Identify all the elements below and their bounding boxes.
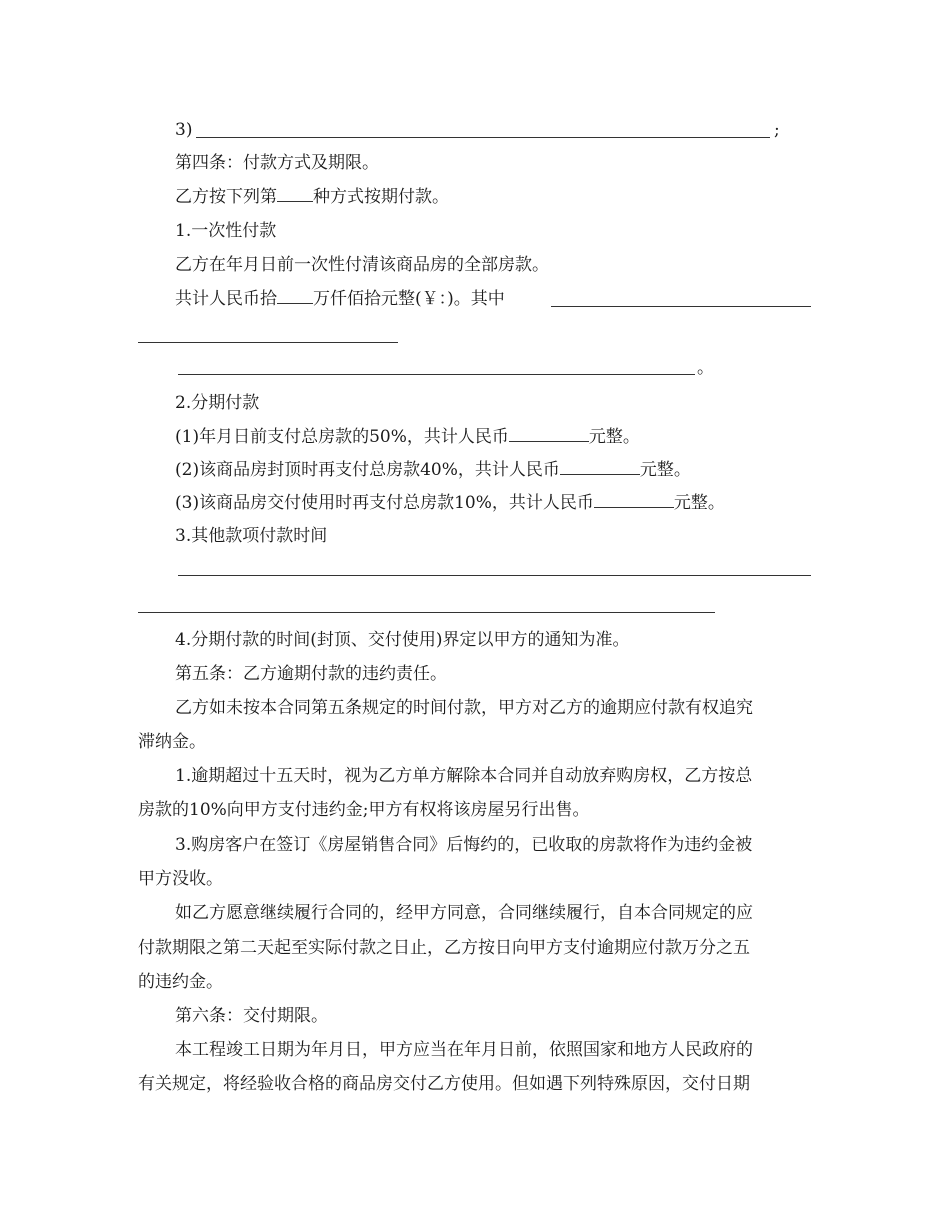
option3-blank-1: [178, 575, 811, 576]
paragraph-4-line-1: 如乙方愿意继续履行合同的，经甲方同意，合同继续履行，自本合同规定的应: [175, 903, 753, 923]
item3-line: [175, 118, 192, 142]
paragraph-2-line-2: 房款的10%向甲方支付违约金;甲方有权将该房屋另行出售。: [138, 800, 590, 820]
installment-3-blank: [594, 491, 674, 508]
paragraph-1-line-2: 滞纳金。: [138, 732, 206, 752]
installment-1-text-b: 元整。: [588, 427, 640, 447]
installment-3-text-a: (3)该商品房交付使用时再支付总房款10%，共计人民币: [175, 493, 594, 513]
item3-blank: [196, 137, 770, 138]
option1-title: 1.一次性付款: [175, 221, 277, 241]
paragraph-4-line-2: 付款期限之第二天起至实际付款之日止，乙方按日向甲方支付逾期应付款万分之五: [138, 938, 750, 958]
installment-2: [175, 458, 691, 482]
pay-method-line: [175, 185, 449, 209]
paragraph-2-line-1: 1.逾期超过十五天时，视为乙方单方解除本合同并自动放弃购房权，乙方按总: [175, 766, 753, 786]
item3-suffix: ;: [774, 120, 780, 140]
total-line: [175, 287, 505, 311]
option3-blank-2: [138, 612, 715, 613]
article6-title: 第六条：交付期限。: [175, 1006, 328, 1026]
article4-title: 第四条：付款方式及期限。: [175, 153, 379, 173]
total-text-b: 万仟佰拾元整(￥：)。其中: [313, 289, 505, 309]
total-blank: [277, 287, 313, 304]
installment-2-text-a: (2)该商品房封顶时再支付总房款40%，共计人民币: [175, 460, 560, 480]
paragraph-5-line-1: 本工程竣工日期为年月日，甲方应当在年月日前，依照国家和地方人民政府的: [175, 1040, 753, 1060]
paragraph-1-line-1: 乙方如未按本合同第五条规定的时间付款，甲方对乙方的逾期应付款有权追究: [175, 698, 753, 718]
installment-2-blank: [560, 458, 640, 475]
item4-text: 4.分期付款的时间(封顶、交付使用)界定以甲方的通知为准。: [175, 630, 630, 650]
option3-title: 3.其他款项付款时间: [175, 526, 328, 546]
total-detail-blank-1: [551, 306, 811, 307]
pay-method-text-b: 种方式按期付款。: [313, 187, 449, 207]
installment-1-text-a: (1)年月日前支付总房款的50%，共计人民币: [175, 427, 509, 447]
paragraph-3-line-2: 甲方没收。: [138, 869, 223, 889]
total-text-a: 共计人民币拾: [175, 289, 277, 309]
pay-method-text-a: 乙方按下列第: [175, 187, 277, 207]
item3-prefix: 3): [175, 120, 193, 140]
article5-title: 第五条：乙方逾期付款的违约责任。: [175, 664, 447, 684]
option1-text: 乙方在年月日前一次性付清该商品房的全部房款。: [175, 255, 549, 275]
installment-1: [175, 425, 640, 449]
period-mark: 。: [697, 358, 714, 378]
paragraph-5-line-2: 有关规定，将经验收合格的商品房交付乙方使用。但如遇下列特殊原因，交付日期: [138, 1074, 750, 1094]
pay-method-blank: [277, 185, 313, 202]
installment-1-blank: [509, 425, 589, 442]
option2-title: 2.分期付款: [175, 393, 260, 413]
total-detail-blank-3: [178, 374, 695, 375]
installment-3-text-b: 元整。: [673, 493, 725, 513]
installment-2-text-b: 元整。: [639, 460, 691, 480]
installment-3: [175, 491, 725, 515]
paragraph-4-line-3: 的违约金。: [138, 972, 223, 992]
paragraph-3-line-1: 3.购房客户在签订《房屋销售合同》后悔约的，已收取的房款将作为违约金被: [175, 835, 753, 855]
total-detail-blank-2: [138, 342, 398, 343]
